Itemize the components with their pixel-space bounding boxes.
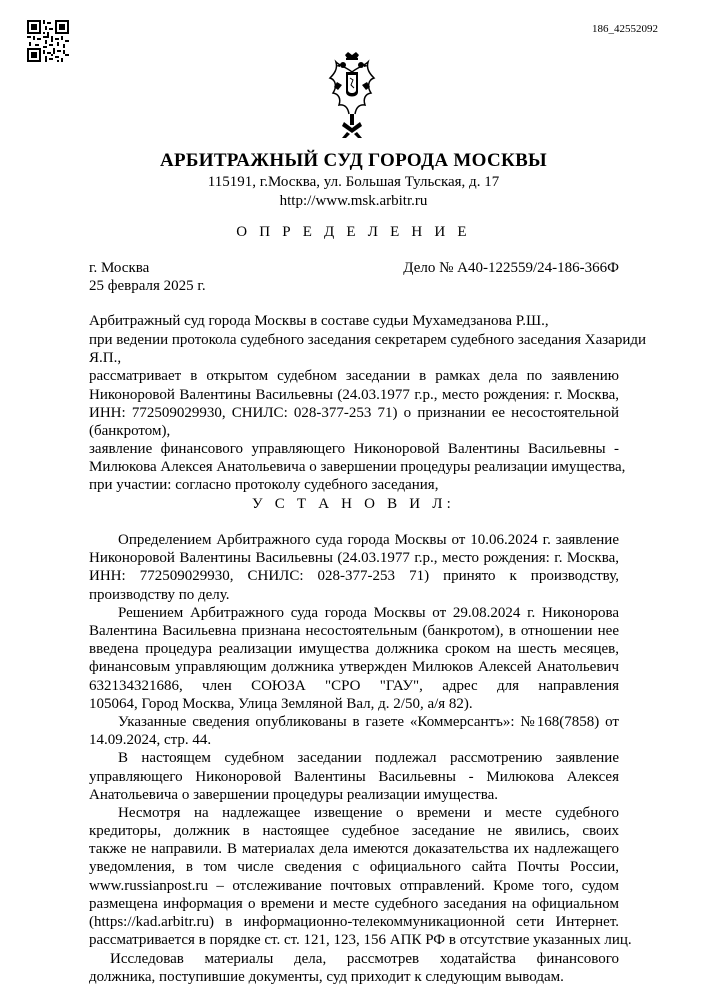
text-line: Решением Арбитражного суда города Москвы от 29.08.2024 г. Никонорова xyxy=(118,605,619,621)
text-line: 14.09.2024, стр. 44. xyxy=(89,732,212,748)
text-line: рассматривает в открытом судебном заседании в рамках дела по заявлению xyxy=(89,368,619,384)
text-line: В настоящем судебном заседании подлежал рассмотрению заявление xyxy=(118,750,619,766)
text-line: Арбитражный суд города Москвы в составе судьи Мухамедзанова Р.Ш., xyxy=(89,313,549,329)
text-line: также не направили. В материалах дела имеются доказательства их надлежащего xyxy=(89,841,619,857)
city: г. Москва xyxy=(89,260,150,276)
text-line: Анатольевича о завершении процедуры реализации имущества. xyxy=(89,787,498,803)
text-line: Несмотря на надлежащее извещение о времени и месте судебного xyxy=(118,805,619,821)
text-line: Указанные сведения опубликованы в газете «Коммерсантъ»: №168(7858) от xyxy=(118,714,619,730)
text-line: Никоноровой Валентины Васильевны (24.03.1977 г.р., место рождения: г. Москва, xyxy=(89,387,619,403)
text-line: рассматривается в порядке ст. ст. 121, 123, 156 АПК РФ в отсутствие указанных лиц. xyxy=(89,932,632,948)
text-line: при ведении протокола судебного заседания секретарем судебного заседания Хазариди xyxy=(89,332,647,348)
text-line: производству по делу. xyxy=(89,587,230,603)
text-line: заявление финансового управляющего Никоноровой Валентины Васильевны - xyxy=(89,441,619,457)
text-line: (https://kad.arbitr.ru) в информационно-телекоммуникационной сети Интернет. xyxy=(89,914,619,930)
text-line: уведомления, в том числе сведения с официального сайта Почты России, xyxy=(89,859,619,875)
coat-of-arms-emblem xyxy=(327,52,377,138)
date: 25 февраля 2025 г. xyxy=(89,278,206,294)
text-line: Милюкова Алексея Анатольевича о завершении процедуры реализации имущества, xyxy=(89,459,626,475)
court-name: АРБИТРАЖНЫЙ СУД ГОРОДА МОСКВЫ xyxy=(159,150,548,171)
text-line: введена процедура реализации имущества должника сроком на шесть месяцев, xyxy=(89,641,619,657)
text-line: финансовым управляющим должника утвержден Милюков Алексей Анатольевич xyxy=(89,659,619,675)
text-line: должника, поступившие документы, суд приходит к следующим выводам. xyxy=(89,969,564,985)
section-heading-ustanovil: У С Т А Н О В И Л: xyxy=(251,496,456,512)
text-line: кредиторы, должник в настоящее судебное заседание не явились, своих xyxy=(89,823,619,839)
text-line: (банкротом), xyxy=(89,423,171,439)
text-line: ИНН: 772509029930, СНИЛС: 028-377-253 71) принято к производству, xyxy=(89,568,619,584)
text-line: Валентина Васильевна признана несостоятельным (банкротом), в отношении нее xyxy=(89,623,619,639)
text-line: Исследовав материалы дела, рассмотрев ходатайства финансового xyxy=(110,951,619,967)
text-line: Определением Арбитражного суда города Москвы от 10.06.2024 г. заявление xyxy=(118,532,619,548)
text-line: Никоноровой Валентины Васильевны (24.03.1977 г.р., место рождения: г. Москва, xyxy=(89,550,619,566)
document-title: О П Р Е Д Е Л Е Н И Е xyxy=(236,224,471,240)
text-line: 105064, Город Москва, Улица Земляной Вал, д. 2/50, а/я 82). xyxy=(89,696,473,712)
text-line: при участии: согласно протоколу судебного заседания, xyxy=(89,477,439,493)
text-line: ИНН: 772509029930, СНИЛС: 028-377-253 71) о признании ее несостоятельной xyxy=(89,405,619,421)
text-line: 632134321686, член СОЮЗА "СРО "ГАУ", адрес для направления xyxy=(89,678,619,694)
qr-code xyxy=(27,20,69,62)
court-address: 115191, г.Москва, ул. Большая Тульская, д. 17 xyxy=(207,174,500,190)
court-website: http://www.msk.arbitr.ru xyxy=(279,193,428,209)
text-line: управляющего Никоноровой Валентины Васильевны - Милюкова Алексея xyxy=(89,769,619,785)
text-line: размещена информация о времени и месте судебного заседания на официальном xyxy=(89,896,619,912)
document-id: 186_42552092 xyxy=(592,23,658,35)
text-line: www.russianpost.ru – отслеживание почтовых отправлений. Кроме того, судом xyxy=(89,878,619,894)
text-line: Я.П., xyxy=(89,350,122,366)
case-number: Дело № А40-122559/24-186-366Ф xyxy=(403,260,619,276)
